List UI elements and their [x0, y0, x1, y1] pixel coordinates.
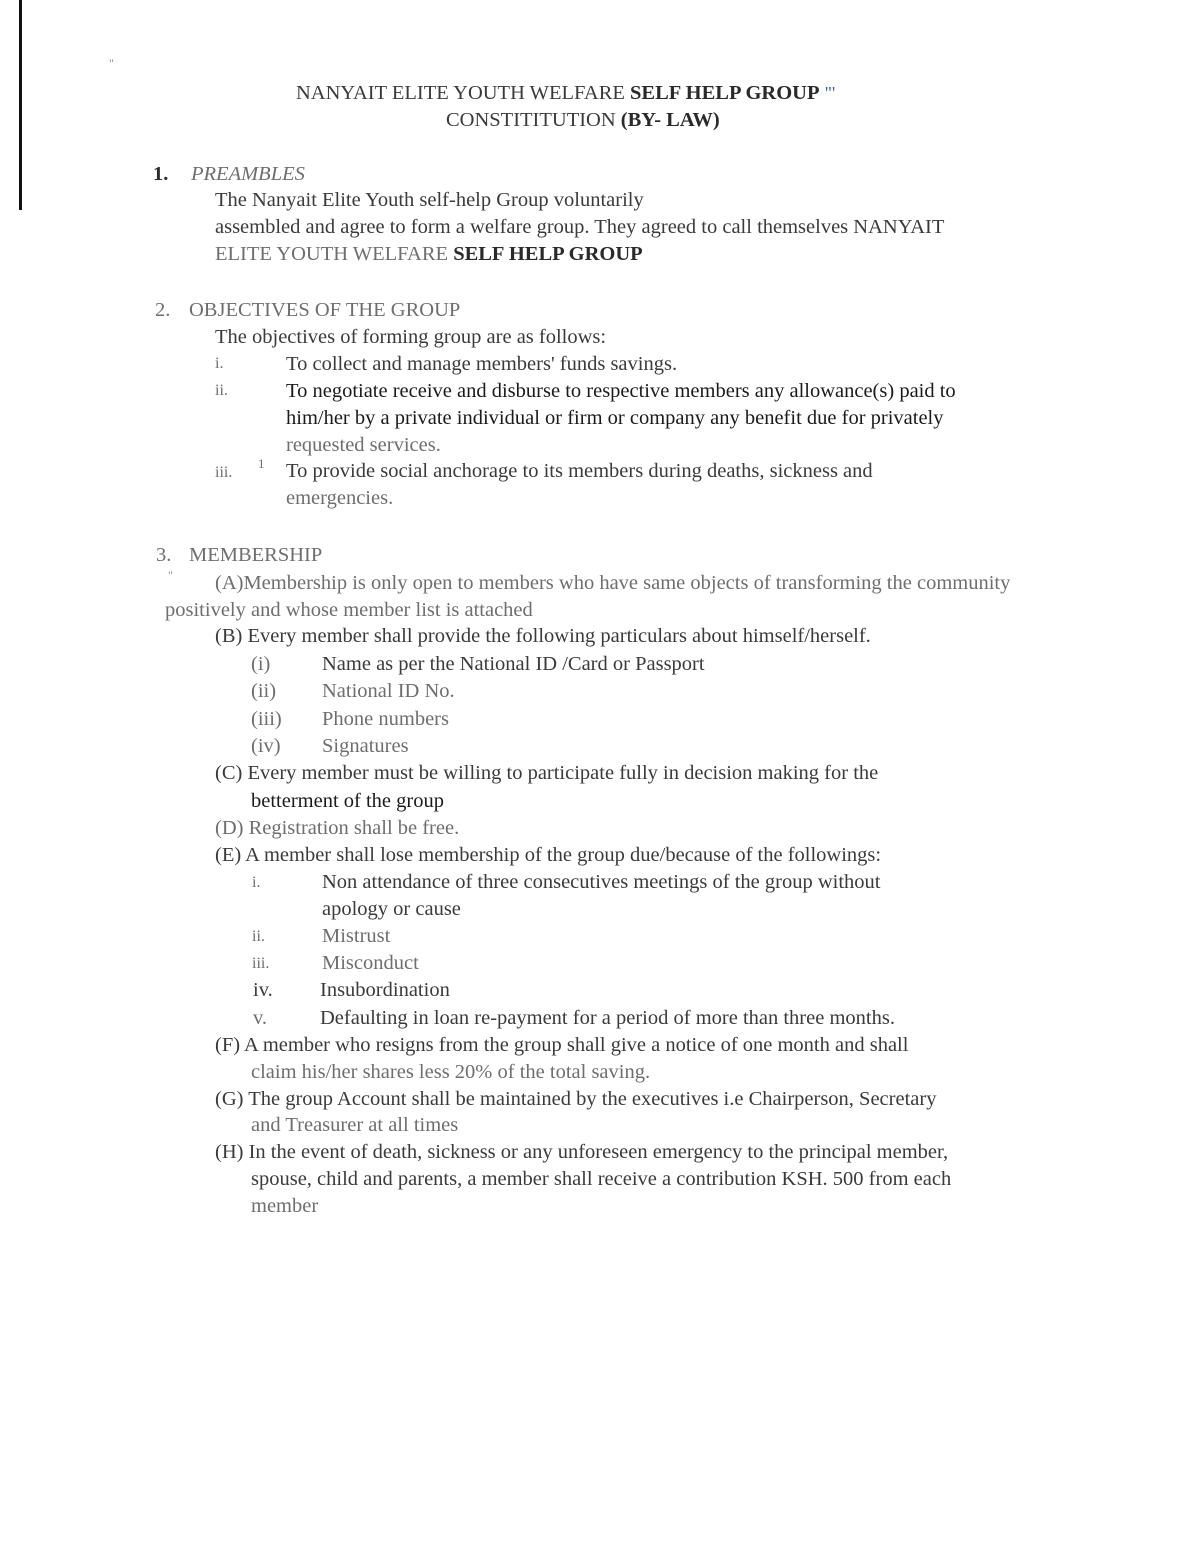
objective-2-line-2: him/her by a private individual or firm or company any benefit due for privately: [286, 407, 944, 429]
objective-3-marker: iii.: [215, 464, 233, 481]
particular-3-text: Phone numbers: [322, 708, 449, 730]
preamble-line-3-bold: SELF HELP GROUP: [453, 243, 643, 265]
top-stray-mark: ": [109, 56, 114, 70]
objective-3-line-1: To provide social anchorage to its members during deaths, sickness and: [286, 460, 873, 482]
loss-reason-1-line-1: Non attendance of three consecutives meetings of the group without: [322, 871, 881, 893]
title-line-1-bold: SELF HELP GROUP: [630, 82, 820, 104]
membership-g-line-1: (G) The group Account shall be maintained by the executives i.e Chairperson, Secretary: [215, 1088, 937, 1110]
membership-e-line: (E) A member shall lose membership of the group due/because of the followings:: [215, 844, 882, 866]
particular-2-marker: (ii): [251, 680, 277, 702]
preamble-line-2: assembled and agree to form a welfare group. They agreed to call themselves NANYAIT: [215, 216, 945, 238]
membership-d-line: (D) Registration shall be free.: [215, 817, 460, 839]
section-1-heading: PREAMBLES: [191, 163, 305, 185]
objective-1-marker: i.: [215, 355, 224, 372]
title-blue-mark: "': [824, 83, 836, 103]
section-3-heading: MEMBERSHIP: [189, 544, 323, 566]
title-line-1-text: NANYAIT ELITE YOUTH WELFARE: [296, 82, 631, 104]
preamble-line-3-text: ELITE YOUTH WELFARE: [215, 243, 454, 265]
objective-1-text: To collect and manage members' funds savings.: [286, 353, 678, 375]
left-margin-bar: [19, 0, 22, 210]
membership-b-line: (B) Every member shall provide the following particulars about himself/herself.: [215, 625, 871, 647]
preamble-line-1: The Nanyait Elite Youth self-help Group voluntarily: [215, 189, 644, 211]
particular-1-marker: (i): [251, 653, 271, 675]
membership-h-line-2: spouse, child and parents, a member shall receive a contribution KSH. 500 from each: [251, 1168, 952, 1190]
membership-h-line-3: member: [251, 1195, 319, 1217]
membership-c-line-1: (C) Every member must be willing to participate fully in decision making for the: [215, 762, 879, 784]
particular-4-text: Signatures: [322, 735, 409, 757]
objectives-intro: The objectives of forming group are as follows:: [215, 326, 607, 348]
loss-reason-1-marker: i.: [252, 874, 261, 891]
loss-reason-5-text: Defaulting in loan re-payment for a period of more than three months.: [320, 1007, 895, 1029]
objective-2-line-3: requested services.: [286, 434, 441, 456]
membership-h-line-1: (H) In the event of death, sickness or any unforeseen emergency to the principal member,: [215, 1141, 949, 1163]
membership-g-line-2: and Treasurer at all times: [251, 1114, 459, 1136]
section-2-heading: OBJECTIVES OF THE GROUP: [189, 299, 461, 321]
title-line-1: [296, 80, 835, 106]
section-3-number: 3.: [156, 544, 172, 566]
title-line-2-text: CONSTITITUTION: [446, 109, 621, 131]
loss-reason-2-text: Mistrust: [322, 925, 391, 947]
loss-reason-2-marker: ii.: [252, 928, 265, 945]
loss-reason-5-marker: v.: [253, 1007, 268, 1029]
section-2-number: 2.: [155, 299, 171, 321]
footnote-mark: 1: [258, 456, 265, 471]
loss-reason-4-text: Insubordination: [320, 979, 450, 1001]
particular-4-marker: (iv): [251, 735, 281, 757]
section-3-stray-mark: ": [168, 568, 173, 582]
title-line-2: [446, 107, 720, 133]
membership-a-line-2: positively and whose member list is attached: [165, 599, 533, 621]
loss-reason-4-marker: iv.: [253, 979, 273, 1001]
particular-1-text: Name as per the National ID /Card or Passport: [322, 653, 705, 675]
objective-2-line-1: To negotiate receive and disburse to respective members any allowance(s) paid to: [286, 380, 956, 402]
loss-reason-1-line-2: apology or cause: [322, 898, 461, 920]
objective-3-line-2: emergencies.: [286, 487, 394, 509]
title-line-2-bold: (BY- LAW): [620, 109, 720, 131]
objective-2-marker: ii.: [215, 382, 228, 399]
particular-3-marker: (iii): [251, 708, 282, 730]
loss-reason-3-marker: iii.: [252, 955, 270, 972]
membership-f-line-2: claim his/her shares less 20% of the total saving.: [251, 1061, 651, 1083]
preamble-line-3: [215, 241, 643, 267]
loss-reason-3-text: Misconduct: [322, 952, 419, 974]
membership-a-line-1: (A)Membership is only open to members who have same objects of transforming the community: [215, 572, 1011, 594]
section-1-number: 1.: [153, 163, 169, 185]
membership-c-line-2: betterment of the group: [251, 790, 444, 812]
membership-f-line-1: (F) A member who resigns from the group shall give a notice of one month and shall: [215, 1034, 909, 1056]
particular-2-text: National ID No.: [322, 680, 455, 702]
